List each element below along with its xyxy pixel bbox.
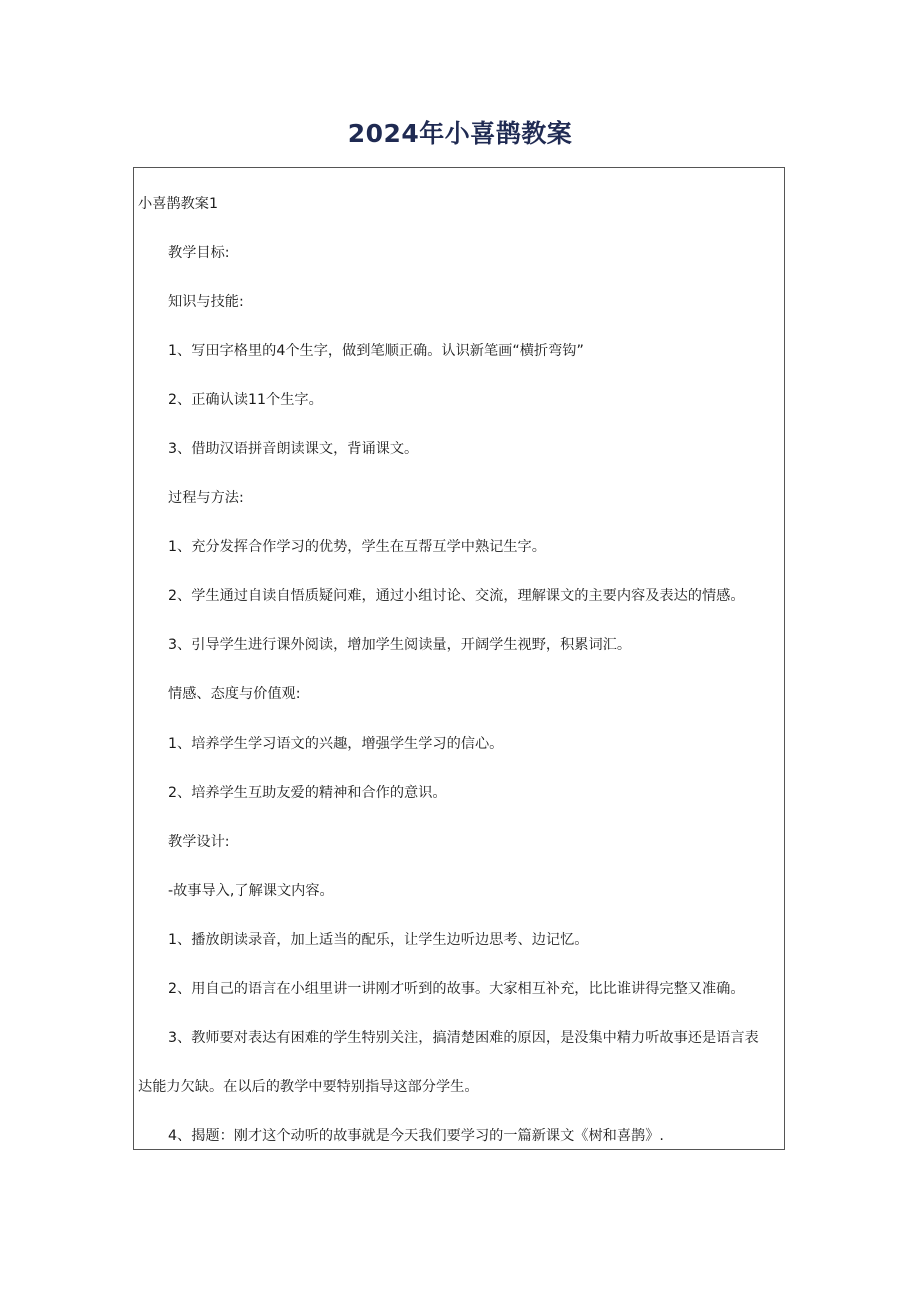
emotion-item: 1、培养学生学习语文的兴趣，增强学生学习的信心。 (168, 736, 504, 752)
emotion-item: 2、培养学生互助友爱的精神和合作的意识。 (168, 785, 447, 801)
knowledge-item: 2、正确认读11个生字。 (168, 392, 323, 408)
knowledge-label: 知识与技能: (168, 294, 244, 310)
design-item: 3、教师要对表达有困难的学生特别关注，搞清楚困难的原因，是没集中精力听故事还是语言表 (168, 1030, 759, 1046)
document-title: 2024年小喜鹊教案 (347, 119, 573, 148)
design-item-continuation: 达能力欠缺。在以后的教学中要特别指导这部分学生。 (138, 1079, 479, 1095)
design-item: 2、用自己的语言在小组里讲一讲刚才听到的故事。大家相互补充，比比谁讲得完整又准确。 (168, 981, 745, 997)
section-heading: 小喜鹊教案1 (138, 196, 218, 212)
design-item: 1、播放朗读录音，加上适当的配乐，让学生边听边思考、边记忆。 (168, 932, 589, 948)
process-item: 3、引导学生进行课外阅读，增加学生阅读量，开阔学生视野，积累词汇。 (168, 637, 632, 653)
design-intro: -故事导入,了解课文内容。 (168, 883, 334, 899)
process-item: 1、充分发挥合作学习的优势，学生在互帮互学中熟记生字。 (168, 539, 546, 555)
process-item: 2、学生通过自读自悟质疑问难，通过小组讨论、交流，理解课文的主要内容及表达的情感。 (168, 588, 745, 604)
design-label: 教学设计: (168, 834, 230, 850)
objectives-label: 教学目标: (168, 245, 230, 261)
process-label: 过程与方法: (168, 490, 244, 506)
knowledge-item: 3、借助汉语拼音朗读课文，背诵课文。 (168, 441, 419, 457)
knowledge-item: 1、写田字格里的4个生字，做到笔顺正确。认识新笔画“横折弯钩” (168, 343, 584, 359)
emotion-label: 情感、态度与价值观: (168, 686, 301, 702)
design-item: 4、揭题：刚才这个动听的故事就是今天我们要学习的一篇新课文《树和喜鹊》. (168, 1128, 664, 1144)
content-frame (133, 167, 785, 1150)
